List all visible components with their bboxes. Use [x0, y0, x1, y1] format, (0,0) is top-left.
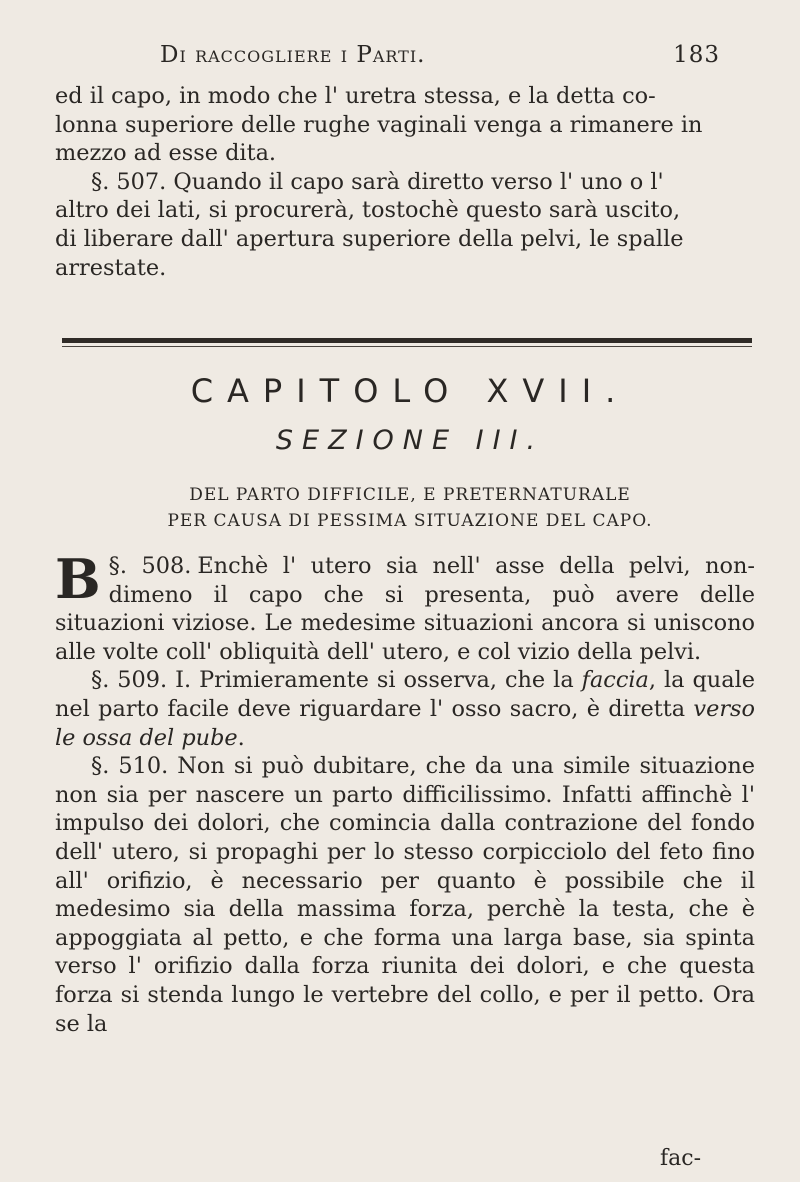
- paragraph-text: Enchè l' utero sia nell' asse della pelvi, non-dimeno il capo che si presenta, può avere delle situazioni viziose. Le medesime situazioni ancora si uniscono alle volte coll' obliquità dell' utero, e col vizio della pelvi.: [55, 553, 755, 665]
- text-line: ed il capo, in modo che l' uretra stessa, e la detta co-: [55, 83, 656, 109]
- text-run: , la quale nel parto facile deve riguardare l' osso sacro, è diretta: [55, 667, 755, 722]
- top-paragraph: [55, 82, 755, 282]
- drop-cap: B: [55, 547, 101, 611]
- paragraph-508: [55, 547, 755, 666]
- text-line: mezzo ad esse dita.: [55, 140, 277, 167]
- paragraph-510: §. 510. Non si può dubitare, che da una simile situazione non sia per nascere un parto difficilissimo. Infatti affinchè l' impulso dei dolori, che comincia dalla contrazione del fondo dell' utero, si propaghi per lo stesso corpicciolo del feto fino all' orifizio, è necessario per quanto è possibile che il medesimo sia della massima forza, perchè la testa, che è appoggiata al petto, e che forma una larga base, sia spinta verso l' orifizio dalla forza riunita dei dolori, e che questa forza si stenda lungo le vertebre del collo, e per il petto. Ora se la: [55, 753, 755, 1037]
- text-line: di liberare dall' apertura superiore della pelvi, le spalle: [55, 225, 684, 252]
- section-mark: §. 508.: [108, 553, 192, 579]
- divider-rule-thin: [62, 346, 752, 347]
- paragraph-507: §. 507. Quando il capo sarà diretto verso l' uno o l': [91, 168, 664, 195]
- chapter-title: CAPITOLO XVII.: [190, 372, 630, 410]
- italic-term: faccia: [581, 667, 649, 694]
- divider-rule: [62, 338, 752, 343]
- text-line: arrestate.: [55, 254, 167, 281]
- running-head: [100, 42, 720, 68]
- italic-term: verso le ossa del pube: [55, 695, 755, 751]
- running-head-title: Di raccogliere i Parti.: [160, 42, 426, 68]
- subtitle-line-1: DEL PARTO DIFFICILE, E PRETERNATURALE: [189, 485, 631, 505]
- main-text: [55, 547, 755, 1038]
- subtitle-line-2: PER CAUSA DI PESSIMA SITUAZIONE DEL CAPO.: [167, 511, 653, 531]
- text-run: §. 509. I. Primieramente si osserva, che la: [91, 667, 582, 694]
- catchword: fac-: [660, 1146, 702, 1171]
- text-line: lonna superiore delle rughe vaginali venga a rimanere in: [55, 111, 703, 138]
- paragraph-509: [55, 666, 755, 752]
- text-line: altro dei lati, si procurerà, tostochè questo sarà uscito,: [55, 197, 681, 224]
- section-title: SEZIONE III.: [275, 425, 545, 456]
- text-run: .: [237, 724, 245, 751]
- page-number: 183: [673, 42, 720, 68]
